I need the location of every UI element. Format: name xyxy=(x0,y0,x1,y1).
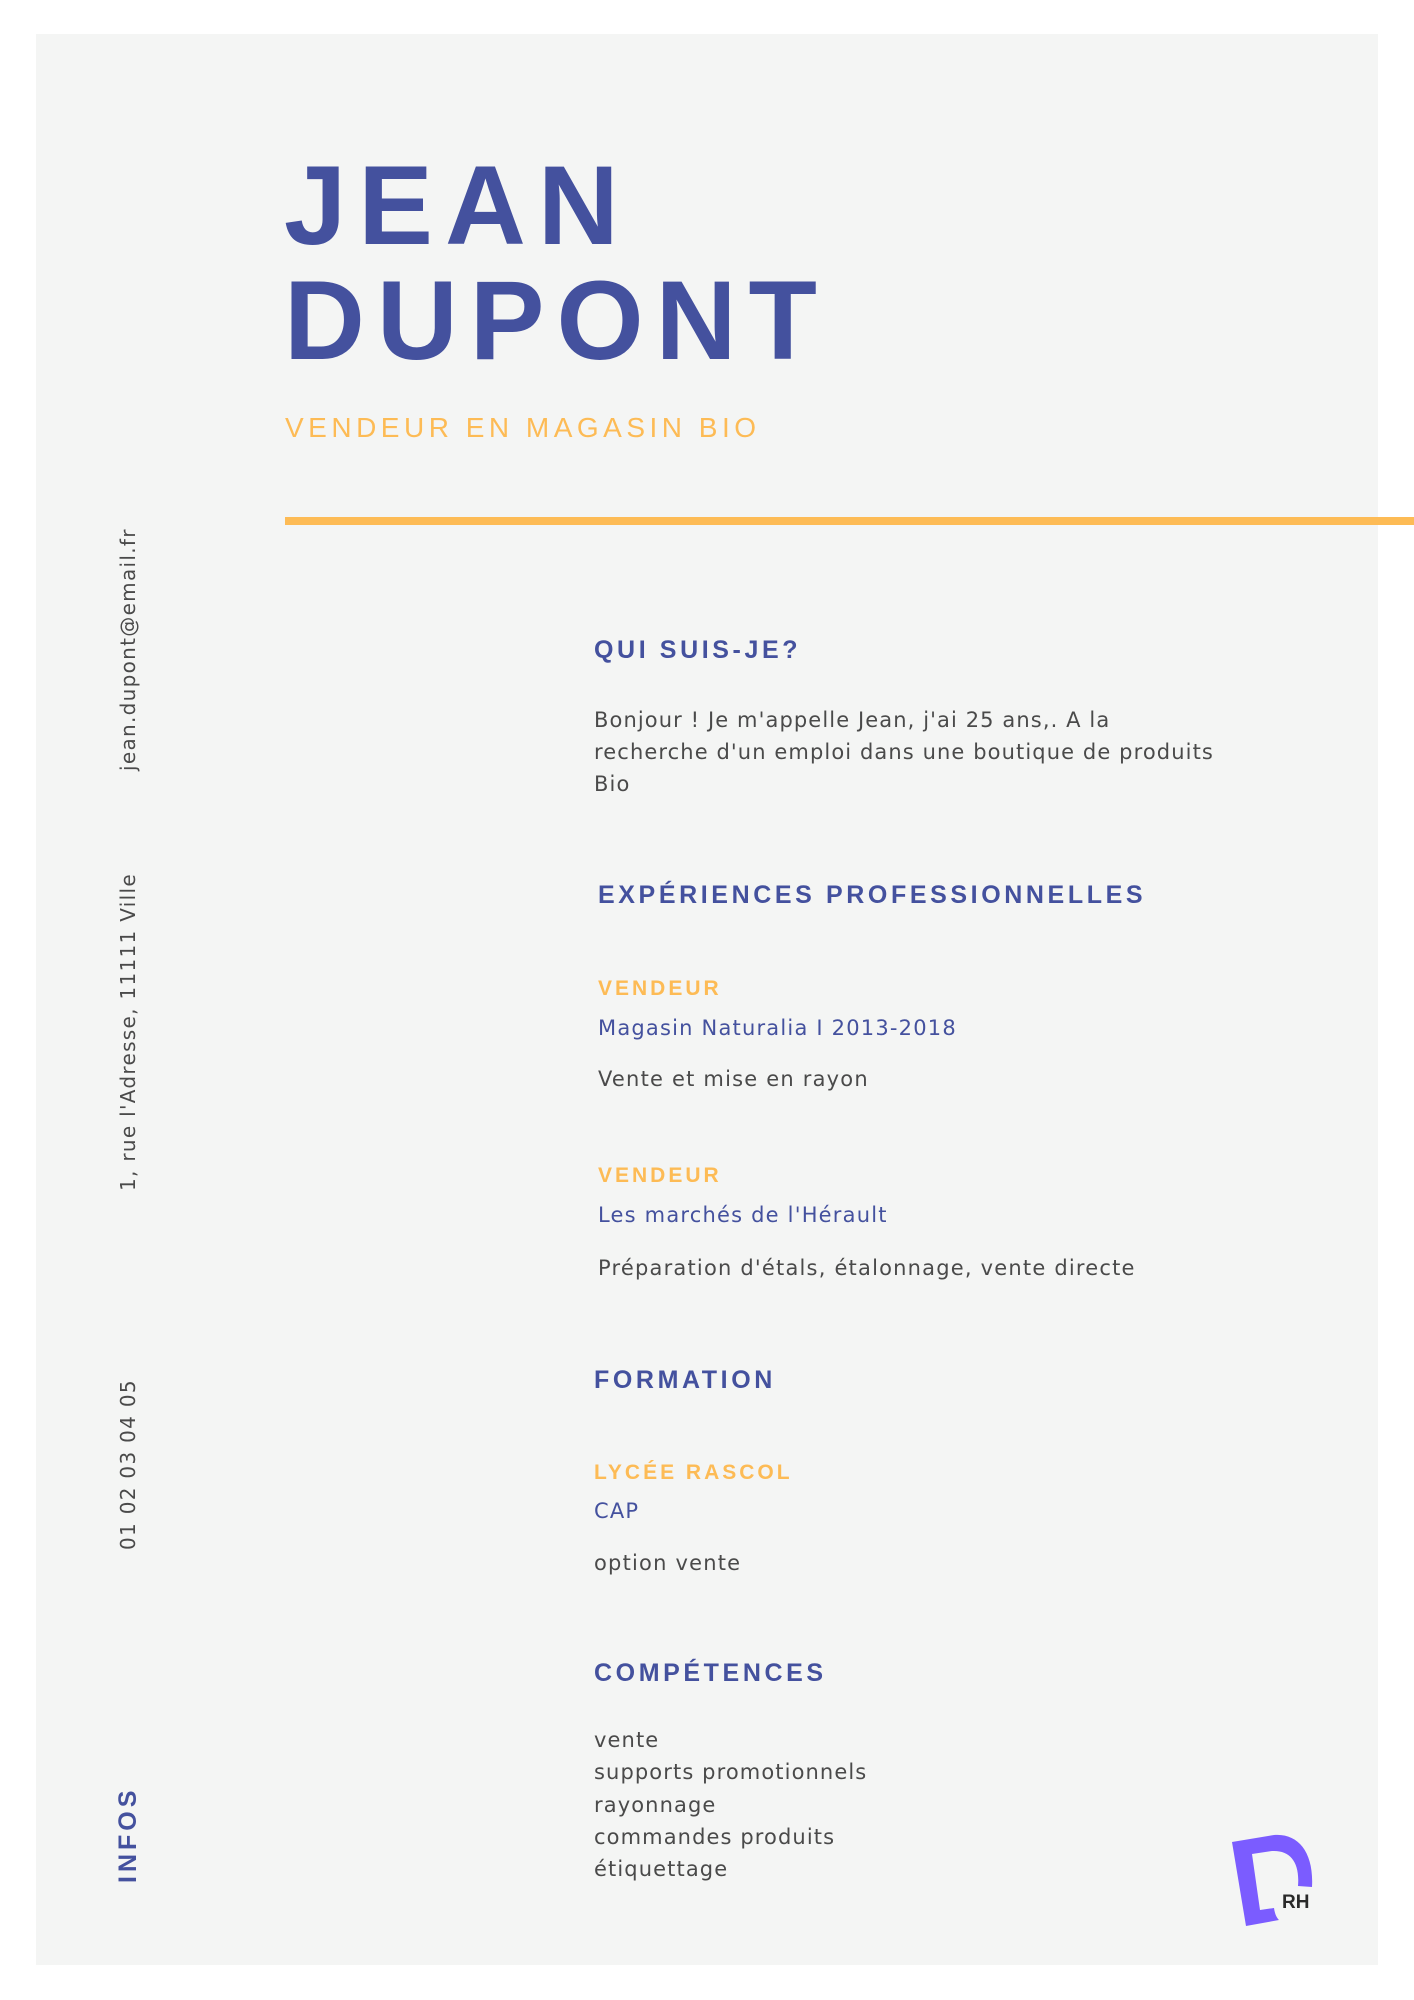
education-heading: FORMATION xyxy=(594,1366,776,1394)
last-name: DUPONT xyxy=(284,258,829,383)
about-text: Bonjour ! Je m'appelle Jean, j'ai 25 ans,. A la recherche d'un emploi dans une boutique de produits Bio xyxy=(594,708,1214,796)
experience-desc: Préparation d'étals, étalonnage, vente directe xyxy=(598,1256,1136,1280)
education-desc: option vente xyxy=(594,1551,742,1575)
skill-item: supports promotionnels xyxy=(594,1760,868,1785)
job-title: VENDEUR EN MAGASIN BIO xyxy=(285,412,761,443)
contact-email: jean.dupont@email.fr xyxy=(116,528,140,771)
skill-item: commandes produits xyxy=(594,1824,836,1849)
education-school: LYCÉE RASCOL xyxy=(594,1461,793,1484)
first-name: JEAN xyxy=(284,143,631,268)
contact-phone: 01 02 03 04 05 xyxy=(116,1379,140,1550)
skill-item: étiquettage xyxy=(594,1857,729,1882)
header-divider xyxy=(285,517,1414,525)
skills-heading: COMPÉTENCES xyxy=(594,1659,827,1687)
experience-title: VENDEUR xyxy=(598,1164,722,1187)
skills-list xyxy=(594,1724,867,1885)
experience-desc: Vente et mise en rayon xyxy=(598,1067,869,1091)
experience-title: VENDEUR xyxy=(598,977,722,1000)
infos-label: INFOS xyxy=(114,1786,142,1883)
experience-org: Les marchés de l'Hérault xyxy=(598,1203,888,1227)
contact-address: 1, rue l'Adresse, 11111 Ville xyxy=(116,873,140,1191)
experience-heading: EXPÉRIENCES PROFESSIONNELLES xyxy=(598,881,1147,909)
about-heading: QUI SUIS-JE? xyxy=(594,636,802,664)
rh-logo xyxy=(1228,1830,1323,1930)
skill-item: rayonnage xyxy=(594,1792,717,1817)
education-degree: CAP xyxy=(594,1499,640,1523)
rh-logo-icon xyxy=(1228,1830,1323,1930)
logo-text: RH xyxy=(1282,1892,1310,1913)
experience-org: Magasin Naturalia I 2013-2018 xyxy=(598,1016,957,1040)
skill-item: vente xyxy=(594,1728,660,1752)
